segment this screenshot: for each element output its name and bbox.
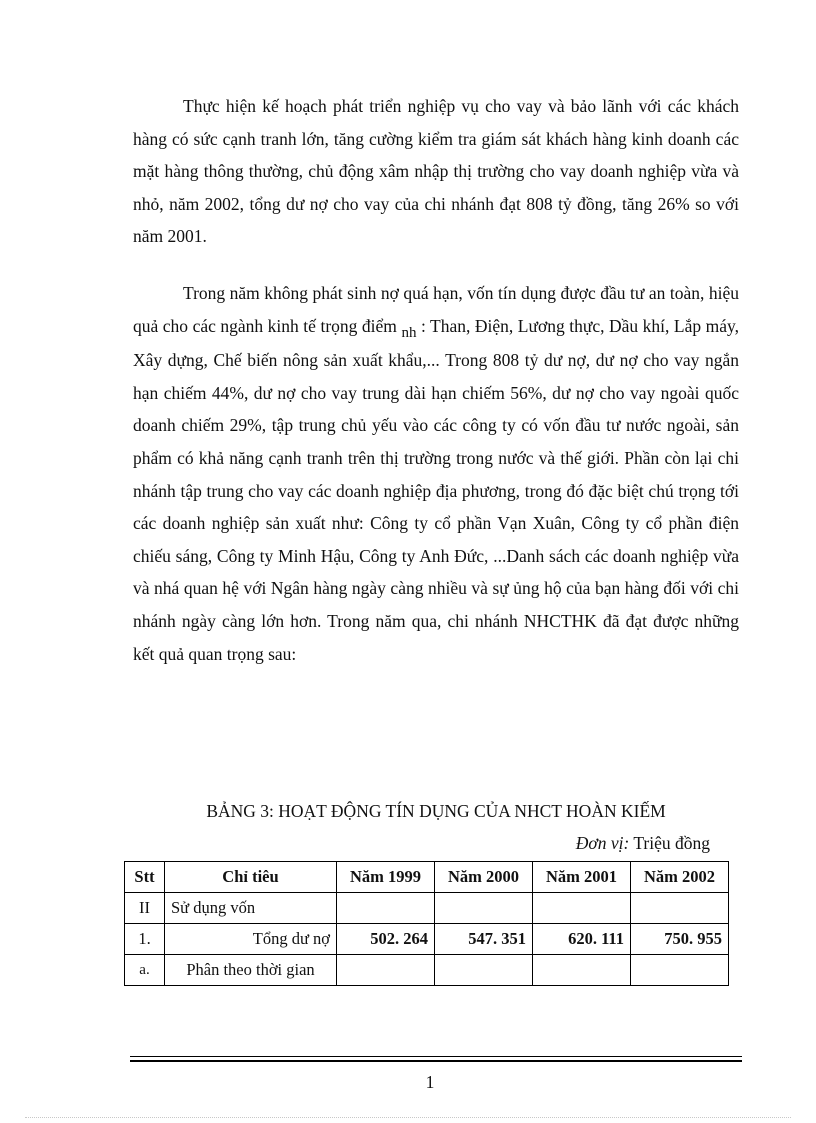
cell-2001	[533, 955, 631, 986]
table-row	[125, 924, 729, 955]
footer-rule-thick	[130, 1060, 742, 1062]
header-year-2001: Năm 2001	[533, 862, 631, 893]
header-stt: Stt	[125, 862, 165, 893]
paragraph-2-note: nh	[401, 324, 417, 341]
table-title: BẢNG 3: HOẠT ĐỘNG TÍN DỤNG CỦA NHCT HOÀN KIẾM	[206, 801, 666, 821]
cell-2000	[435, 893, 533, 924]
paragraph-2-text-b: : Than, Điện, Lương thực, Dầu khí, Lắp máy, Xây dựng, Chế biến nông sản xuất khẩu,... Trong 808 tỷ dư nợ, dư nợ cho vay ngắn hạn chiếm 44%, dư nợ cho vay trung dài hạn chiếm 56%, dư nợ cho vay ngoài quốc doanh chiếm 29%, tập trung chủ yếu vào các công ty có vốn đầu tư nước ngoài, sản phẩm có khả năng cạnh tranh trên thị trường trong nước và thế giới. Phần còn lại chi nhánh tập trung cho vay các doanh nghiệp địa phương, trong đó đặc biệt chú trọng tới các doanh nghiệp sản xuất như: Công ty cổ phần Vạn Xuân, Công ty cổ phần điện chiếu sáng, Công ty Minh Hậu, Công ty Anh Đức, ...Danh sách các doanh nghiệp vừa và nhá quan hệ với Ngân hàng ngày càng nhiều và sự ủng hộ của bạn hàng đối với chi nhánh ngày càng lớn hơn. Trong năm qua, chi nhánh NHCTHK đã đạt được những kết quả quan trọng sau:	[133, 315, 740, 664]
table-row	[125, 893, 729, 924]
paragraph-2-text-a: Trong năm không phát sinh nợ quá hạn, vốn tín dụng được đầu tư an toàn, hiệu quả cho các ngành kinh tế trọng điểm	[133, 283, 739, 336]
cell-2000	[435, 955, 533, 986]
unit-label: Đơn vị:	[575, 833, 630, 853]
cell-2002: 750. 955	[631, 924, 729, 955]
cell-stt: 1.	[125, 924, 165, 955]
cell-1999: 502. 264	[337, 924, 435, 955]
cell-indicator: Sử dụng vốn	[165, 893, 337, 924]
paragraph-1-text: Thực hiện kế hoạch phát triển nghiệp vụ cho vay và bảo lãnh với các khách hàng có sức cạnh tranh lớn, tăng cường kiểm tra giám sát khách hàng kinh doanh các mặt hàng thông thường, chủ động xâm nhập thị trường cho vay doanh nghiệp vừa và nhỏ, năm 2002, tổng dư nợ cho vay của chi nhánh đạt 808 tỷ đồng, tăng 26% so với năm 2001.	[133, 96, 739, 247]
cell-2002	[631, 893, 729, 924]
cell-2002	[631, 955, 729, 986]
cell-indicator: Tổng dư nợ	[165, 924, 337, 955]
cell-2001: 620. 111	[533, 924, 631, 955]
header-indicator: Chỉ tiêu	[165, 862, 337, 893]
cell-2000: 547. 351	[435, 924, 533, 955]
footer-rule-thin	[130, 1056, 742, 1057]
credit-activity-table	[124, 861, 729, 986]
unit-line	[576, 833, 710, 854]
header-year-1999: Năm 1999	[337, 862, 435, 893]
unit-value: Triệu đồng	[629, 833, 710, 853]
page-number: 1	[425, 1072, 435, 1092]
cell-2001	[533, 893, 631, 924]
paragraph-1	[133, 90, 739, 253]
header-year-2000: Năm 2000	[435, 862, 533, 893]
table-row	[125, 955, 729, 986]
cell-1999	[337, 955, 435, 986]
cell-indicator: Phân theo thời gian	[165, 955, 337, 986]
page-break-divider	[25, 1117, 791, 1118]
paragraph-2	[133, 277, 739, 670]
cell-stt: II	[125, 893, 165, 924]
cell-1999	[337, 893, 435, 924]
cell-stt: a.	[125, 955, 165, 986]
header-year-2002: Năm 2002	[631, 862, 729, 893]
table-header-row	[125, 862, 729, 893]
